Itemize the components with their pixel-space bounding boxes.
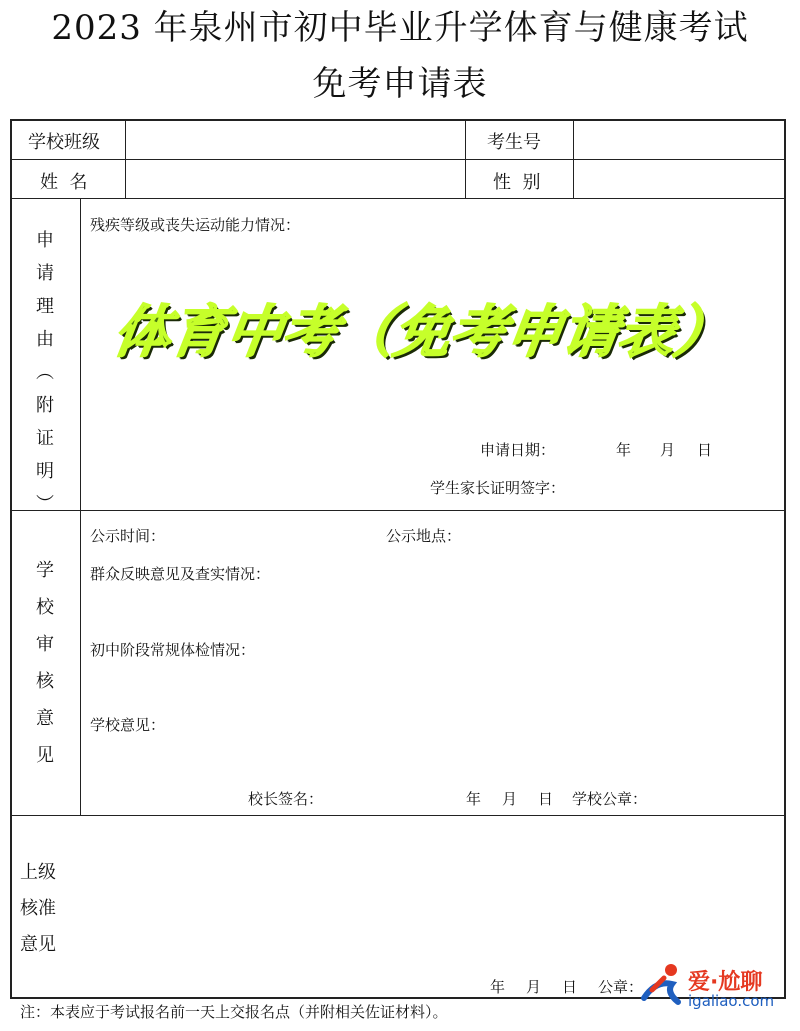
side-char: 由 xyxy=(36,329,54,350)
side-char: 申 xyxy=(36,230,54,251)
physical-exam-label: 初中阶段常规体检情况： xyxy=(90,641,256,659)
gender-label: 性 别 xyxy=(493,172,541,193)
row-divider-1 xyxy=(10,159,786,160)
superior-month-label: 月 xyxy=(526,978,542,996)
side-char: 证 xyxy=(36,428,54,449)
school-class-label: 学校班级 xyxy=(28,132,100,153)
site-logo-name: 爱·尬聊 xyxy=(688,970,763,995)
side-char: 学 xyxy=(36,560,54,581)
apply-year-label: 年 xyxy=(616,441,632,459)
col-divider-b xyxy=(465,119,466,198)
name-label: 姓 名 xyxy=(40,172,88,193)
superior-review-side-label xyxy=(20,855,56,963)
watermark-banner: 体育中考（免考申请表） xyxy=(109,300,735,365)
disability-status-label: 残疾等级或丧失运动能力情况： xyxy=(90,216,301,234)
side-line: 核准 xyxy=(20,898,56,919)
col-divider-c xyxy=(573,119,574,198)
school-seal-label: 学校公章： xyxy=(572,790,648,808)
row-divider-3 xyxy=(10,510,786,511)
side-char: ︵ xyxy=(36,362,54,383)
publicity-time-label: 公示时间： xyxy=(90,527,166,545)
school-review-side-label xyxy=(30,552,60,774)
side-char: 理 xyxy=(36,296,54,317)
review-year-label: 年 xyxy=(466,790,482,808)
apply-month-label: 月 xyxy=(660,441,676,459)
form-title-line1: 2023 年泉州市初中毕业升学体育与健康考试 xyxy=(51,8,749,48)
side-char: 请 xyxy=(36,263,54,284)
form-title-line2: 免考申请表 xyxy=(312,64,488,104)
public-opinion-label: 群众反映意见及查实情况： xyxy=(90,565,271,583)
apply-reason-side-label xyxy=(30,224,60,521)
side-char: 明 xyxy=(36,461,54,482)
side-char: 见 xyxy=(36,745,54,766)
review-day-label: 日 xyxy=(538,790,554,808)
superior-year-label: 年 xyxy=(490,978,506,996)
footnote: 注：本表应于考试报名前一天上交报名点（并附相关佐证材料）。 xyxy=(20,1003,448,1021)
site-logo-domain: igaliao.com xyxy=(688,992,775,1010)
side-char: 意 xyxy=(36,708,54,729)
side-char: 校 xyxy=(36,597,54,618)
row-divider-4 xyxy=(10,815,786,816)
superior-seal-label: 公章： xyxy=(598,978,644,996)
application-form-table xyxy=(10,119,786,999)
apply-day-label: 日 xyxy=(697,441,713,459)
publicity-place-label: 公示地点： xyxy=(386,527,462,545)
side-char: 审 xyxy=(36,634,54,655)
parent-signature-label: 学生家长证明签字： xyxy=(430,479,566,497)
superior-day-label: 日 xyxy=(562,978,578,996)
exam-number-label: 考生号 xyxy=(487,132,541,153)
review-month-label: 月 xyxy=(502,790,518,808)
school-opinion-label: 学校意见： xyxy=(90,716,166,734)
principal-signature-label: 校长签名： xyxy=(248,790,324,808)
side-char: ︶ xyxy=(36,494,54,515)
row-divider-2 xyxy=(10,198,786,199)
runner-icon xyxy=(638,962,688,1008)
side-char: 附 xyxy=(36,395,54,416)
side-char: 核 xyxy=(36,671,54,692)
col-divider-a xyxy=(125,119,126,198)
side-line: 上级 xyxy=(20,862,56,883)
side-label-divider-1 xyxy=(80,198,81,510)
side-label-divider-2 xyxy=(80,510,81,815)
side-line: 意见 xyxy=(20,934,56,955)
apply-date-label: 申请日期： xyxy=(480,441,556,459)
